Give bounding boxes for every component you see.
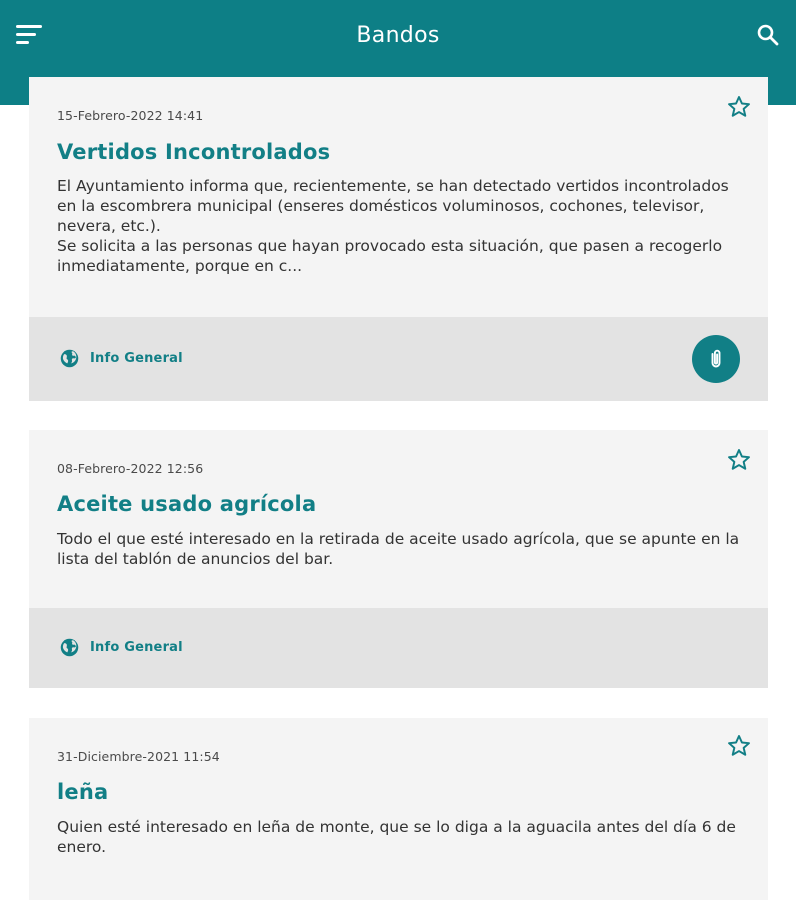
bando-card[interactable] [29, 718, 768, 900]
category-tag[interactable] [59, 637, 183, 658]
bando-card[interactable] [29, 77, 768, 401]
card-title: leña [57, 780, 109, 804]
star-icon[interactable] [726, 447, 752, 473]
card-title: Vertidos Incontrolados [57, 140, 331, 164]
bando-card[interactable] [29, 430, 768, 688]
star-icon[interactable] [726, 94, 752, 120]
card-footer [29, 317, 768, 401]
category-tag[interactable] [59, 348, 183, 369]
search-icon[interactable] [756, 23, 780, 47]
card-text: Todo el que esté interesado en la retirada de aceite usado agrícola, que se apunte en la lista del tablón de anuncios del bar. [57, 530, 740, 568]
category-label: Info General [90, 351, 183, 366]
card-footer [29, 608, 768, 688]
category-label: Info General [90, 640, 183, 655]
attachment-button[interactable] [692, 335, 740, 383]
card-date: 31-Diciembre-2021 11:54 [57, 749, 220, 764]
page-title: Bandos [356, 22, 440, 48]
card-text: El Ayuntamiento informa que, recientemente, se han detectado vertidos incontrolados en la escombrera municipal (enseres domésticos voluminosos, cochones, televisor, nevera, etc.). Se solicita a las personas que hayan provocado esta situación, que pasen a recogerlo inmediatamente, porque en c... [57, 177, 729, 275]
card-date: 15-Febrero-2022 14:41 [57, 108, 204, 123]
card-text: Quien esté interesado en leña de monte, que se lo diga a la aguacila antes del día 6 de enero. [57, 818, 736, 856]
paperclip-icon [704, 347, 728, 371]
app-bar-row [0, 0, 796, 70]
menu-icon[interactable] [16, 23, 42, 47]
globe-icon [59, 348, 80, 369]
card-title: Aceite usado agrícola [57, 492, 317, 516]
globe-icon [59, 637, 80, 658]
star-icon[interactable] [726, 733, 752, 759]
card-date: 08-Febrero-2022 12:56 [57, 461, 204, 476]
